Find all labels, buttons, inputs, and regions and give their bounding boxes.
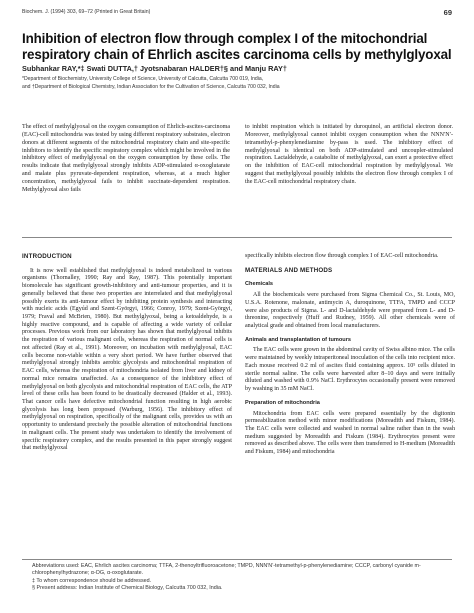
abstract-divider xyxy=(22,237,452,238)
chemicals-heading: Chemicals xyxy=(245,281,273,288)
animals-paragraph: The EAC cells were grown in the abdominal cavity of Swiss albino mice. The cells were maintained by weekly intraperitoneal inoculation of the cells into recipient mice. Each mouse received 0.2 ml of ascites fluid containing approx. 10⁵ cells diluted in sterile normal saline. The cells were harvested after 8–10 days and were initially diluted and washed with 0.9% NaCl. Erythrocytes occasionally present were removed by washing in 35 mM NaCl. xyxy=(245,347,455,393)
journal-citation: Biochem. J. (1994) 303, 69–72 (Printed in Great Britain) xyxy=(22,9,151,15)
page-number: 69 xyxy=(443,8,452,17)
introduction-heading: INTRODUCTION xyxy=(22,253,72,260)
present-address-footnote: § Present address: Indian Institute of Chemical Biology, Calcutta 700 032, India. xyxy=(32,584,223,591)
body-left-column xyxy=(22,253,232,453)
methods-heading: MATERIALS AND METHODS xyxy=(245,266,333,274)
animals-heading: Animals and transplantation of tumours xyxy=(245,336,351,343)
author-list: Subhankar RAY,*‡ Swati DUTTA,† Jyotsnabaran HALDER†§ and Manju RAY† xyxy=(22,64,287,73)
mitochondria-prep-paragraph: Mitochondria from EAC cells were prepared essentially by the digitonin permeabilization method with minor modifications (Moreadith and Fiskum, 1984). The EAC cells were collected and washed in normal saline rather than in the wash medium suggested by Moreadith and Fiskum (1984). Erythrocytes present were removed as described above. The cells were then transferred to H-medium (Moreadith and Fiskum, 1984) and mitochondria xyxy=(245,410,455,456)
affiliation-1: *Department of Biochemistry, University College of Science, University of Calcutta, Calcutta 700 019, India, xyxy=(22,76,264,82)
article-title: Inhibition of electron flow through complex I of the mitochondrial respiratory chain of Ehrlich ascites carcinoma cells by methylglyoxal xyxy=(22,31,452,62)
chemicals-paragraph: All the biochemicals were purchased from Sigma Chemical Co., St. Louis, MO, U.S.A. Rotenone, malonate, antimycin A, duroquinone, TTFA, TMPD and CCCP were also products of Sigma. L- and D-lactaldehyde were prepared from L- and D-threonine, respectively (Huff and Rudney, 1959). All other chemicals were of analytical grade and obtained from local manufacturers. xyxy=(245,292,455,330)
abstract-left-column: The effect of methylglyoxal on the oxygen consumption of Ehrlich-ascites-carcinoma (EAC)-cell mitochondria was tested by using different respiratory substrates, electron donors at different segments of the mitochondrial respiratory chain and site-specific inhibitors to identify the specific respiratory complex which might be involved in the inhibitory effect of methylglyoxal on the oxygen consumption by these cells. The results indicate that methylglyoxal strongly inhibits ADP-stimulated α-oxoglutarate and malate plus pyruvate-dependent respiration, whereas, at a much higher concentration, methylglyoxal fails to inhibit succinate-dependent respiration. Methylglyoxal also fails xyxy=(22,124,230,193)
footnotes xyxy=(22,559,452,592)
affiliation-2: and †Department of Biological Chemistry, Indian Association for the Cultivation of Science, Calcutta 700 032, India xyxy=(22,83,280,90)
body-right-column xyxy=(245,253,455,457)
abbreviations-footnote: Abbreviations used: EAC, Ehrlich ascites carcinoma; TTFA, 2-thenoyltrifluoroacetone; TMPD, NNN′N′-tetramethyl-p-phenylenediamine; CCCP, carbonyl cyanide m-chlorophenylhydrazone; α-OG, α-oxoglutarate. xyxy=(32,563,421,577)
correspondence-footnote: ‡ To whom correspondence should be addressed. xyxy=(32,577,152,584)
introduction-paragraph: It is now well established that methylglyoxal is indeed metabolized in various organisms (Thornalley, 1990; Ray and Ray, 1987). This potentially important biomolecule has significant growth-inhibitory and anti-tumour properties, and it is generally believed that these two properties are interrelated and that methylglyoxal possibly exerts its anti-tumour effect by inhibiting protein synthesis and interacting with nucleic acids (Egyúd and Szent-Györgyi, 1966; Conroy, 1979; Szent-Györgyi, 1979; Fraval and McBrien, 1980). But methylglyoxal, being a ketoaldehyde, is a highly reactive compound, and is capable of affecting a wide variety of cellular processes. Previous work from our laboratory has shown that methylglyoxal inhibits the respiration of various malignant cells, whereas the respiration of normal cells is not affected (Ray et al., 1991). Moreover, on incubation with methylglyoxal, EAC cells become non-viable within a very short period. We have further observed that methylglyoxal strongly inhibits aerobic glycolysis and mitochondrial respiration of EAC cells, whereas the respiration of mitochondria isolated from liver and kidney of normal mice remains unaffected. As a consequence of the inhibitory effect of methylglyoxal on both glycolysis and mitochondrial respiration of EAC cells, the ATP level of these cells has been found to be drastically decreased (Halder et al., 1993). That cancer cells have defective mitochondrial function resulting in high aerobic glycolysis has long been proposed (Warburg, 1956). The inhibitory effect of methylglyoxal on respiration, specifically of the malignant cells, provides us with an opportunity to understand precisely the possible alteration of mitochondrial functions in malignant cells. The present study was undertaken to identify the involvement of specific respiratory complex, and the results presented in this paper strongly suggest that methylglyoxal xyxy=(22,267,232,452)
introduction-continuation: specifically inhibits electron flow through complex I of EAC-cell mitochondria. xyxy=(245,253,439,259)
running-head xyxy=(22,9,452,19)
mitochondria-prep-heading: Preparation of mitochondria xyxy=(245,399,320,406)
affiliations xyxy=(22,76,452,91)
abstract-right-column: to inhibit respiration which is initiated by duroquinol, an artificial electron donor. Moreover, methylglyoxal cannot inhibit oxygen consumption when the NNN′N′-tetramethyl-p-phenylenediamine by-pass is used. The inhibitory effect of methylglyoxal is identical on both ADP-stimulated and uncoupler-stimulated respiration. Lactaldehyde, a catabolite of methylglyoxal, can exert a protective effect on the inhibition of EAC-cell mitochondrial respiration by methylglyoxal. We suggest that methylglyoxal possibly inhibits the electron flow through complex I of the EAC-cell mitochondrial respiratory chain. xyxy=(245,124,453,185)
